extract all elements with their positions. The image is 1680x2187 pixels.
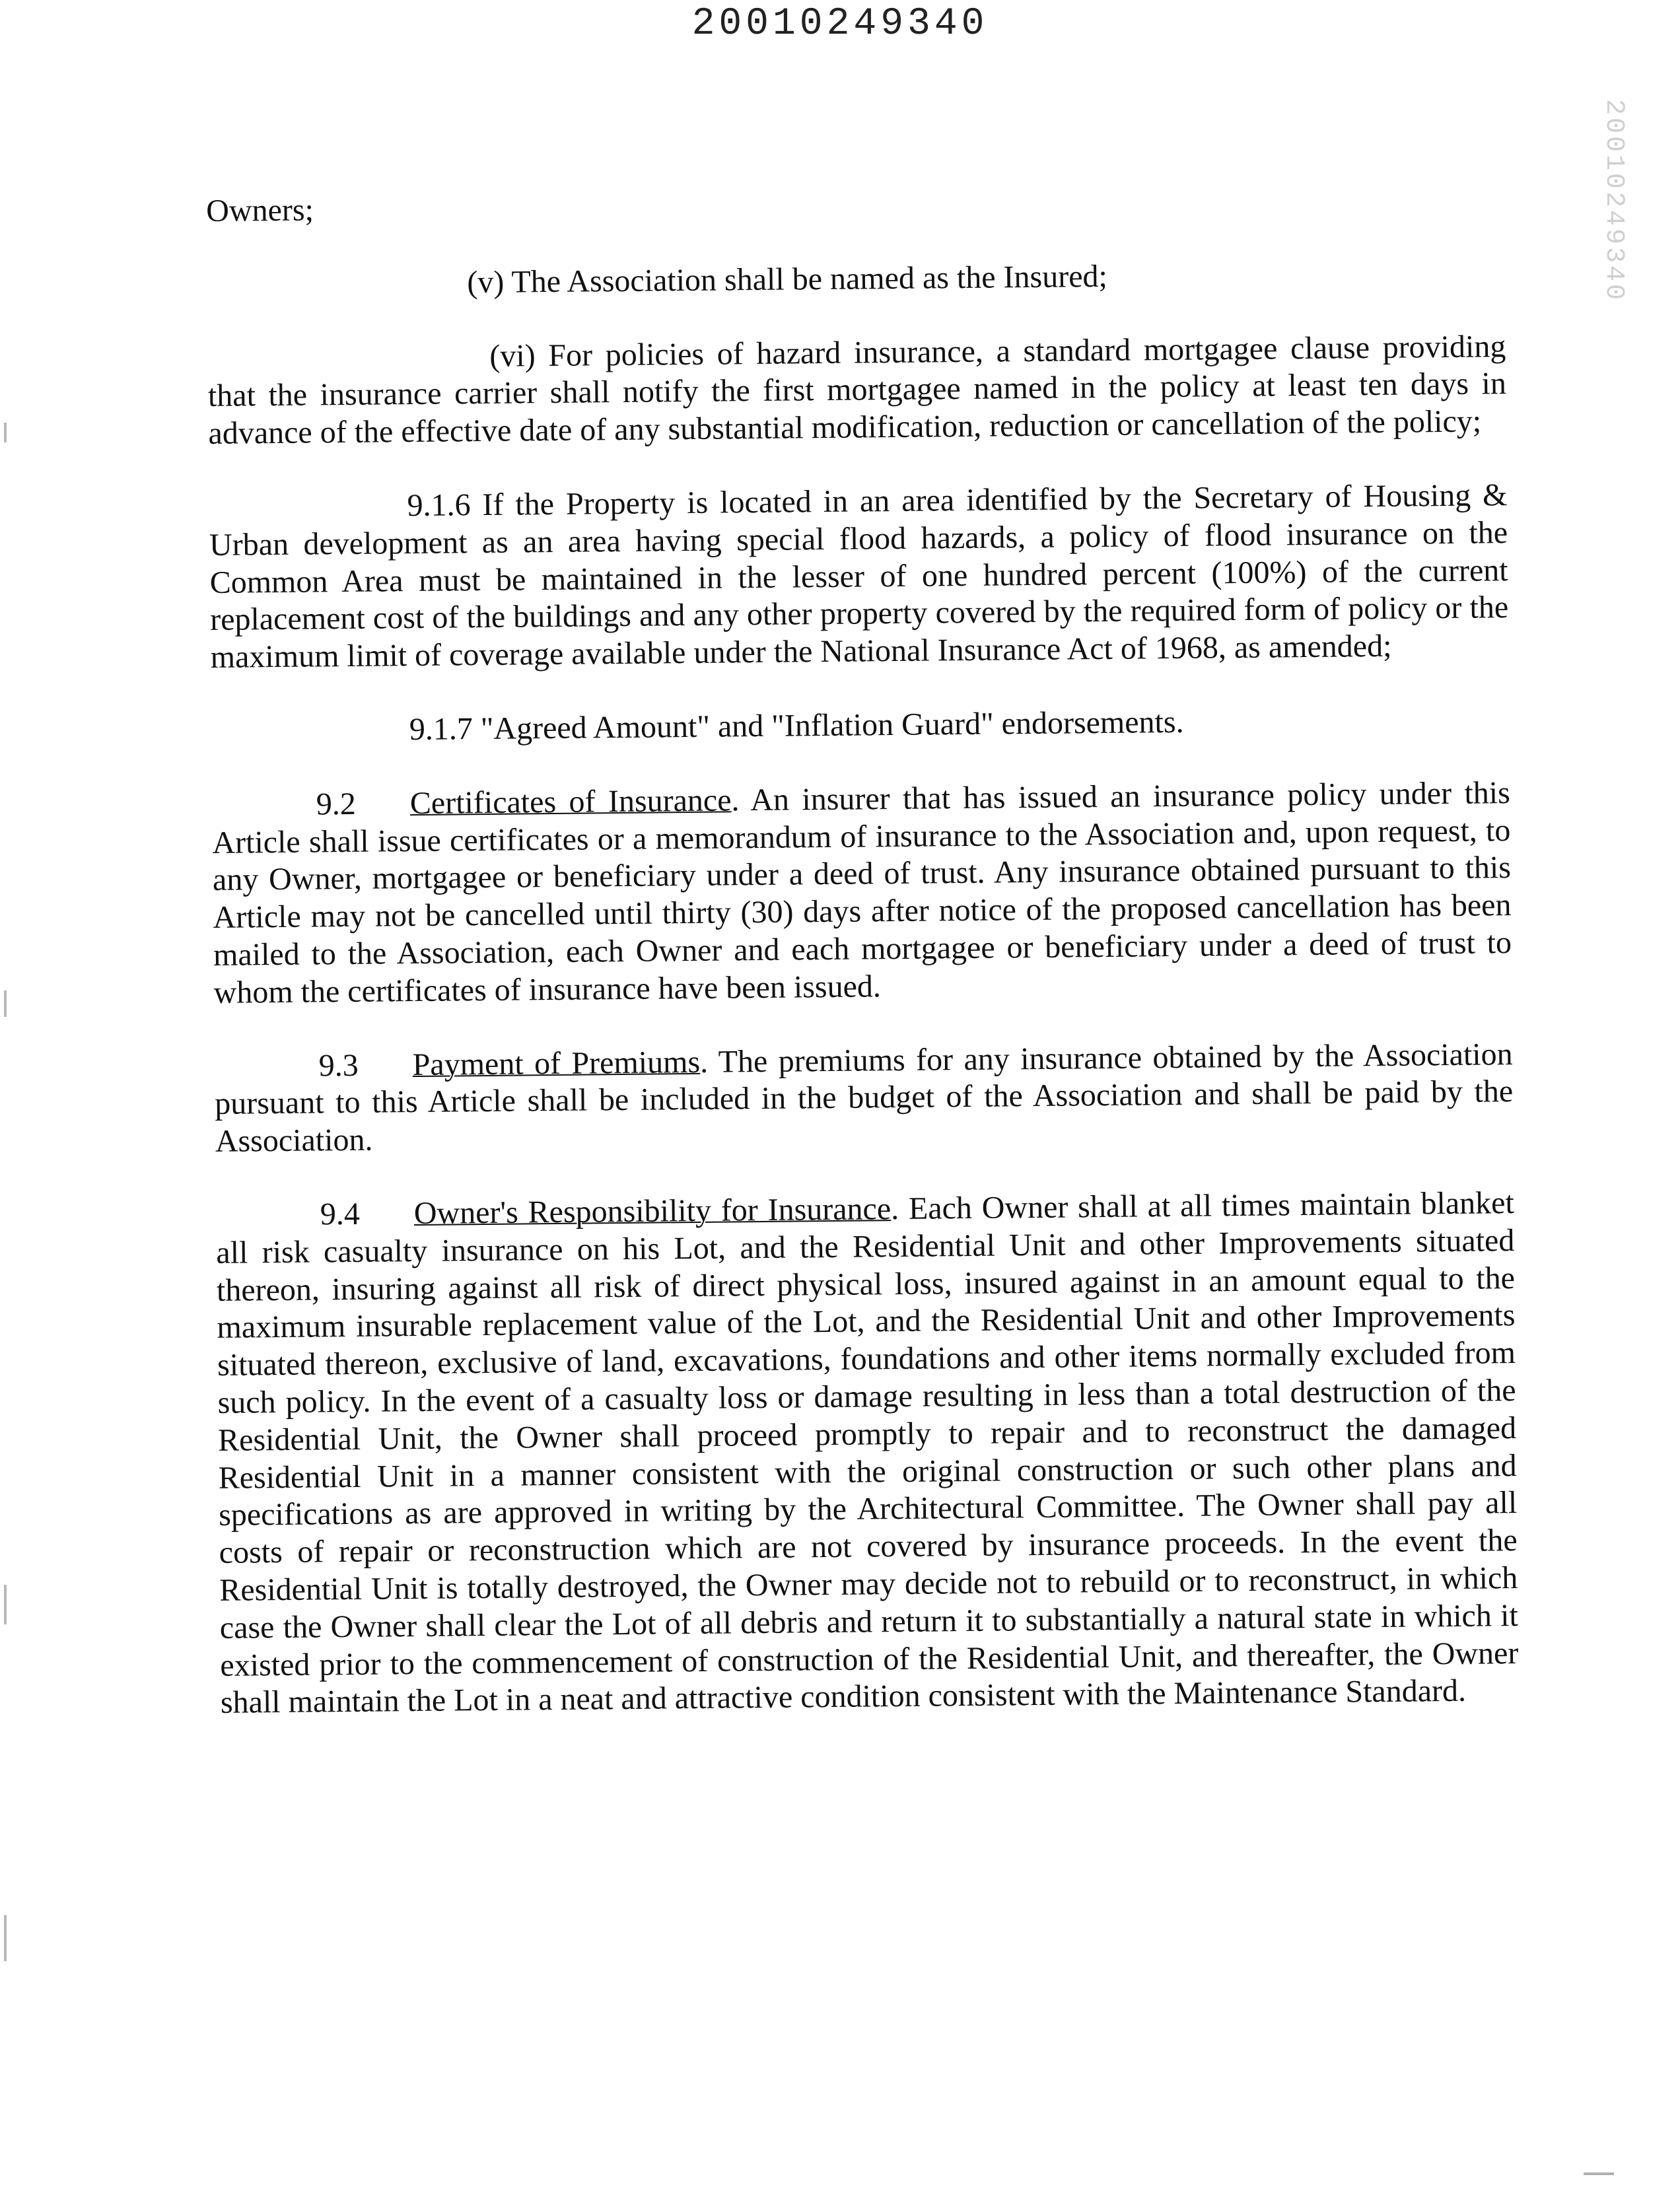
section-text: . Each Owner shall at all times maintain blanket all risk casualty insurance on his Lot, and the Residential Unit and other Improvements situated thereon, insuring against all risk of direct physical loss, insured against in an amount equal to the maximum insurable replacement value of the Lot, and the Residential Unit and other Improvements situated thereon, exclusive of land, excavations, foundations and other items normally excluded from such policy. In the event of a casualty loss or damage resulting in less than a total destruction of the Residential Unit, the Owner shall proceed promptly to repair and to reconstruct the damaged Residential Unit in a manner consistent with the original construction or such other plans and specifications as are approved in writing by the Architectural Committee. The Owner shall pay all costs of repair or reconstruction which are not covered by insurance proceeds. In the event the Residential Unit is totally destroyed, the Owner may decide not to rebuild or to reconstruct, in which case the Owner shall clear the Lot of all debris and return it to substantially a natural state in which it existed prior to the commencement of construction of the Residential Unit, and thereafter, the Owner shall maintain the Lot in a neat and attractive condition consistent with the Maintenance Standard. — [216, 1185, 1519, 1721]
side-stamp: 20010249340 — [1599, 99, 1628, 303]
section-9-3 — [214, 1036, 1514, 1161]
section-number: 9.4 — [320, 1196, 361, 1232]
scan-artifact — [4, 1915, 7, 1961]
clause-9-1-7: 9.1.7 "Agreed Amount" and "Inflation Guard" endorsements. — [409, 704, 1184, 747]
scan-artifact — [4, 990, 7, 1017]
section-number: 9.2 — [316, 786, 357, 822]
section-text: . The premiums for any insurance obtained by the Association pursuant to this Article shall be included in the budget of the Association and shall be paid by the Association. — [214, 1036, 1514, 1160]
scan-artifact — [4, 1585, 7, 1624]
section-text: . An insurer that has issued an insurance policy under this Article shall issue certificates or a memorandum of insurance to the Association and, upon request, to any Owner, mortgagee or beneficiary under a deed of trust. Any insurance obtained pursuant to this Article may not be cancelled until thirty (30) days after notice of the proposed cancellation has been mailed to the Association, each Owner and each mortgagee or beneficiary under a deed of trust to whom the certificates of insurance have been issued. — [212, 775, 1512, 1010]
document-body — [206, 180, 1520, 1758]
section-heading: Payment of Premiums — [412, 1044, 701, 1082]
section-heading: Owner's Responsibility for Insurance — [413, 1191, 892, 1231]
clause-9-1-6: 9.1.6 If the Property is located in an area identified by the Secretary of Housing & Urban development as an area having special flood hazards, a policy of flood insurance on the Common Area must be maintained in the lesser of one hundred percent (100%) of the current replacement cost of the buildings and any other property covered by the required form of policy or the maximum limit of coverage available under the National Insurance Act of 1968, as amended; — [209, 477, 1509, 676]
paragraph-owners: Owners; — [206, 192, 314, 228]
section-9-2 — [212, 775, 1512, 1012]
clause-v: (v) The Association shall be named as the Insured; — [467, 258, 1108, 300]
clause-vi: (vi) For policies of hazard insurance, a standard mortgagee clause providing that the insurance carrier shall notify the first mortgagee named in the policy at least ten days in advance of the effective date of any substantial modification, reduction or cancellation of the policy; — [207, 328, 1507, 452]
section-heading: Certificates of Insurance — [409, 782, 732, 821]
scan-artifact — [1584, 2172, 1614, 2175]
section-9-4 — [216, 1185, 1520, 1722]
section-number: 9.3 — [318, 1047, 359, 1083]
document-number: 20010249340 — [691, 3, 989, 46]
scan-artifact — [4, 423, 7, 442]
